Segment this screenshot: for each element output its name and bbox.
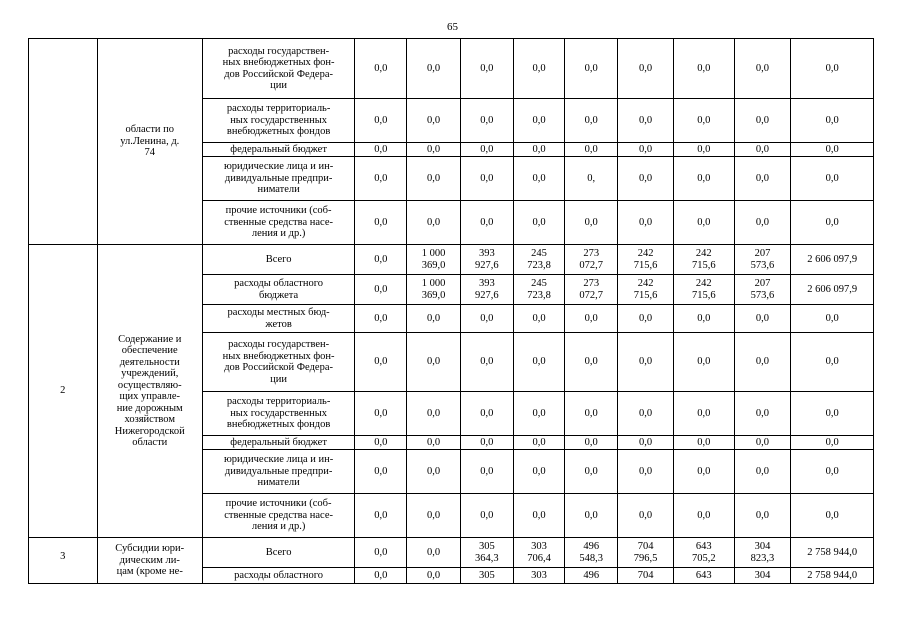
funding-source-cell: федеральный бюджет — [202, 436, 354, 450]
row-number-cell: 3 — [29, 538, 98, 584]
year-value-cell: 0,0 — [407, 494, 460, 538]
year-value-cell: 0,0 — [513, 201, 564, 245]
year-value-cell: 0,0 — [460, 99, 513, 143]
total-value-cell: 0,0 — [791, 39, 874, 99]
year-value-cell: 0,0 — [513, 305, 564, 333]
funding-source-cell: расходы территориаль- ных государственных внебюджетных фондов — [202, 99, 354, 143]
year-value-cell: 0,0 — [734, 392, 791, 436]
funding-source-cell: прочие источники (соб- ственные средства насе- ления и др.) — [202, 494, 354, 538]
year-value-cell: 305 — [460, 568, 513, 584]
year-value-cell: 0,0 — [618, 333, 673, 392]
year-value-cell: 0,0 — [734, 333, 791, 392]
year-value-cell: 0,0 — [355, 201, 407, 245]
year-value-cell: 0,0 — [673, 305, 734, 333]
year-value-cell: 0,0 — [355, 538, 407, 568]
year-value-cell: 0,0 — [407, 333, 460, 392]
year-value-cell: 0,0 — [460, 305, 513, 333]
total-value-cell: 0,0 — [791, 333, 874, 392]
budget-table — [28, 38, 874, 584]
funding-source-cell: расходы государствен- ных внебюджетных фон- дов Российской Федера- ции — [202, 39, 354, 99]
year-value-cell: 0,0 — [355, 275, 407, 305]
year-value-cell: 245 723,8 — [513, 275, 564, 305]
year-value-cell: 704 — [618, 568, 673, 584]
year-value-cell: 303 706,4 — [513, 538, 564, 568]
total-value-cell: 0,0 — [791, 436, 874, 450]
year-value-cell: 0,0 — [407, 39, 460, 99]
year-value-cell: 207 573,6 — [734, 275, 791, 305]
total-value-cell: 2 758 944,0 — [791, 538, 874, 568]
year-value-cell: 393 927,6 — [460, 245, 513, 275]
funding-source-cell: прочие источники (соб- ственные средства насе- ления и др.) — [202, 201, 354, 245]
funding-source-cell: юридические лица и ин- дивидуальные предпри- ниматели — [202, 157, 354, 201]
funding-source-cell: расходы местных бюд- жетов — [202, 305, 354, 333]
year-value-cell: 0,0 — [734, 436, 791, 450]
year-value-cell: 304 — [734, 568, 791, 584]
year-value-cell: 643 705,2 — [673, 538, 734, 568]
measure-name-cell: области по ул.Ленина, д. 74 — [97, 39, 202, 245]
year-value-cell: 0,0 — [734, 201, 791, 245]
year-value-cell: 304 823,3 — [734, 538, 791, 568]
funding-source-cell: расходы областного бюджета — [202, 275, 354, 305]
measure-name-cell: Субсидии юри- дическим ли- цам (кроме не- — [97, 538, 202, 584]
year-value-cell: 0,0 — [565, 392, 618, 436]
year-value-cell: 0, — [565, 157, 618, 201]
year-value-cell: 0,0 — [734, 157, 791, 201]
year-value-cell: 303 — [513, 568, 564, 584]
total-value-cell: 0,0 — [791, 305, 874, 333]
year-value-cell: 0,0 — [460, 143, 513, 157]
year-value-cell: 0,0 — [407, 143, 460, 157]
year-value-cell: 0,0 — [355, 568, 407, 584]
year-value-cell: 0,0 — [513, 450, 564, 494]
year-value-cell: 207 573,6 — [734, 245, 791, 275]
year-value-cell: 0,0 — [355, 436, 407, 450]
total-value-cell: 0,0 — [791, 99, 874, 143]
total-value-cell: 0,0 — [791, 494, 874, 538]
funding-source-cell: расходы областного — [202, 568, 354, 584]
year-value-cell: 0,0 — [407, 99, 460, 143]
year-value-cell: 0,0 — [673, 99, 734, 143]
year-value-cell: 0,0 — [618, 305, 673, 333]
year-value-cell: 0,0 — [673, 39, 734, 99]
year-value-cell: 0,0 — [565, 201, 618, 245]
total-value-cell: 2 758 944,0 — [791, 568, 874, 584]
year-value-cell: 0,0 — [513, 143, 564, 157]
total-value-cell: 0,0 — [791, 392, 874, 436]
year-value-cell: 0,0 — [618, 39, 673, 99]
year-value-cell: 0,0 — [460, 157, 513, 201]
table-row — [29, 245, 874, 275]
year-value-cell: 496 — [565, 568, 618, 584]
year-value-cell: 0,0 — [355, 494, 407, 538]
year-value-cell: 0,0 — [513, 392, 564, 436]
year-value-cell: 0,0 — [513, 436, 564, 450]
funding-source-cell: юридические лица и ин- дивидуальные предпри- ниматели — [202, 450, 354, 494]
total-value-cell: 2 606 097,9 — [791, 245, 874, 275]
year-value-cell: 0,0 — [565, 305, 618, 333]
year-value-cell: 0,0 — [565, 494, 618, 538]
year-value-cell: 0,0 — [513, 39, 564, 99]
total-value-cell: 0,0 — [791, 143, 874, 157]
funding-source-cell: расходы территориаль- ных государственных внебюджетных фондов — [202, 392, 354, 436]
funding-source-cell: расходы государствен- ных внебюджетных фон- дов Российской Федера- ции — [202, 333, 354, 392]
year-value-cell: 0,0 — [407, 157, 460, 201]
year-value-cell: 0,0 — [407, 201, 460, 245]
year-value-cell: 0,0 — [618, 392, 673, 436]
year-value-cell: 0,0 — [565, 333, 618, 392]
row-number-cell — [29, 39, 98, 245]
year-value-cell: 0,0 — [407, 436, 460, 450]
year-value-cell: 0,0 — [618, 201, 673, 245]
total-value-cell: 0,0 — [791, 450, 874, 494]
year-value-cell: 0,0 — [407, 568, 460, 584]
year-value-cell: 0,0 — [734, 99, 791, 143]
year-value-cell: 0,0 — [618, 450, 673, 494]
year-value-cell: 0,0 — [513, 99, 564, 143]
year-value-cell: 496 548,3 — [565, 538, 618, 568]
year-value-cell: 0,0 — [618, 157, 673, 201]
year-value-cell: 0,0 — [513, 157, 564, 201]
year-value-cell: 0,0 — [673, 494, 734, 538]
year-value-cell: 0,0 — [565, 143, 618, 157]
year-value-cell: 0,0 — [565, 99, 618, 143]
year-value-cell: 273 072,7 — [565, 275, 618, 305]
total-value-cell: 0,0 — [791, 201, 874, 245]
year-value-cell: 242 715,6 — [618, 245, 673, 275]
year-value-cell: 0,0 — [513, 494, 564, 538]
year-value-cell: 0,0 — [355, 245, 407, 275]
year-value-cell: 0,0 — [734, 39, 791, 99]
year-value-cell: 0,0 — [407, 305, 460, 333]
year-value-cell: 0,0 — [355, 450, 407, 494]
year-value-cell: 242 715,6 — [673, 245, 734, 275]
year-value-cell: 393 927,6 — [460, 275, 513, 305]
year-value-cell: 0,0 — [407, 538, 460, 568]
year-value-cell: 0,0 — [734, 305, 791, 333]
year-value-cell: 0,0 — [460, 494, 513, 538]
year-value-cell: 0,0 — [355, 99, 407, 143]
year-value-cell: 0,0 — [618, 99, 673, 143]
year-value-cell: 0,0 — [460, 333, 513, 392]
year-value-cell: 0,0 — [734, 143, 791, 157]
funding-source-cell: федеральный бюджет — [202, 143, 354, 157]
page-number: 65 — [447, 21, 458, 33]
year-value-cell: 0,0 — [673, 436, 734, 450]
year-value-cell: 242 715,6 — [618, 275, 673, 305]
year-value-cell: 0,0 — [673, 450, 734, 494]
total-value-cell: 2 606 097,9 — [791, 275, 874, 305]
year-value-cell: 0,0 — [673, 333, 734, 392]
year-value-cell: 1 000 369,0 — [407, 245, 460, 275]
year-value-cell: 0,0 — [565, 450, 618, 494]
year-value-cell: 0,0 — [734, 450, 791, 494]
year-value-cell: 704 796,5 — [618, 538, 673, 568]
year-value-cell: 0,0 — [355, 392, 407, 436]
year-value-cell: 0,0 — [513, 333, 564, 392]
table-row — [29, 538, 874, 568]
total-value-cell: 0,0 — [791, 157, 874, 201]
year-value-cell: 0,0 — [355, 157, 407, 201]
year-value-cell: 0,0 — [355, 333, 407, 392]
year-value-cell: 0,0 — [355, 143, 407, 157]
year-value-cell: 245 723,8 — [513, 245, 564, 275]
year-value-cell: 643 — [673, 568, 734, 584]
year-value-cell: 1 000 369,0 — [407, 275, 460, 305]
year-value-cell: 0,0 — [460, 39, 513, 99]
year-value-cell: 0,0 — [673, 143, 734, 157]
measure-name-cell: Содержание и обеспечение деятельности учреждений, осуществляю- щих управле- ние дорожным хозяйством Нижегородской области — [97, 245, 202, 538]
year-value-cell: 0,0 — [460, 201, 513, 245]
year-value-cell: 0,0 — [355, 305, 407, 333]
year-value-cell: 273 072,7 — [565, 245, 618, 275]
funding-source-cell: Всего — [202, 538, 354, 568]
year-value-cell: 0,0 — [673, 157, 734, 201]
year-value-cell: 0,0 — [618, 494, 673, 538]
year-value-cell: 0,0 — [407, 450, 460, 494]
year-value-cell: 0,0 — [460, 436, 513, 450]
year-value-cell: 0,0 — [407, 392, 460, 436]
year-value-cell: 0,0 — [673, 392, 734, 436]
year-value-cell: 0,0 — [460, 450, 513, 494]
row-number-cell: 2 — [29, 245, 98, 538]
year-value-cell: 0,0 — [618, 143, 673, 157]
year-value-cell: 0,0 — [460, 392, 513, 436]
table-row — [29, 39, 874, 99]
year-value-cell: 242 715,6 — [673, 275, 734, 305]
year-value-cell: 0,0 — [565, 39, 618, 99]
year-value-cell: 305 364,3 — [460, 538, 513, 568]
year-value-cell: 0,0 — [355, 39, 407, 99]
budget-table-body — [29, 39, 874, 584]
funding-source-cell: Всего — [202, 245, 354, 275]
year-value-cell: 0,0 — [734, 494, 791, 538]
year-value-cell: 0,0 — [565, 436, 618, 450]
year-value-cell: 0,0 — [673, 201, 734, 245]
year-value-cell: 0,0 — [618, 436, 673, 450]
